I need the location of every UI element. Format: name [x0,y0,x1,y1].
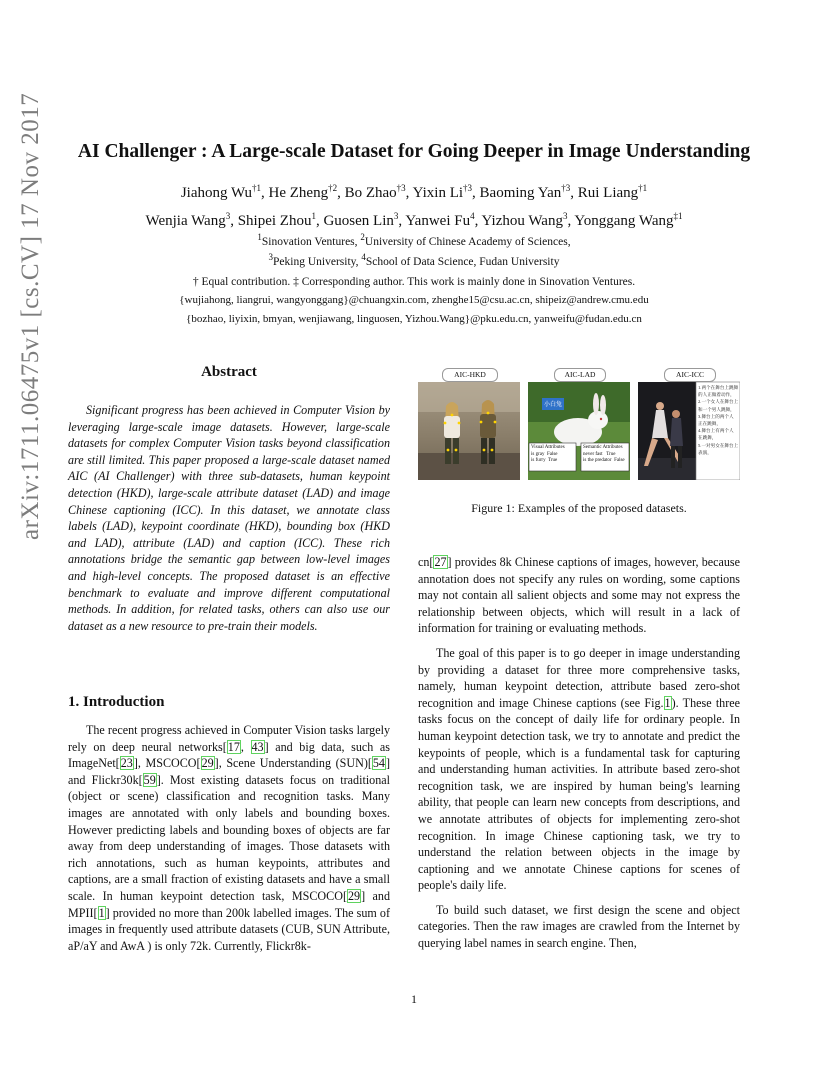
icc-caption-line: 正在跳舞， [698,421,721,427]
figure-panel-icc [638,368,740,480]
icc-caption-line: 表演， [698,449,712,455]
introduction-paragraph: The recent progress achieved in Computer Vision tasks largely rely on deep neural networks[17, 43] and big data, such as ImageNet[23], MSCOCO[29], Scene Understanding (SUN)[54] and Flickr30k[59]. Most existing datasets focus on traditional (object or scene) classification and recognition tasks. Many images are annotated with only labels and bounding boxes. However predicting labels and bounding boxes of objects are far away from deep understanding of images. Those datasets with rich annotations, such as human keypoints, attributes and captions, are a small fraction of existing datasets and have a small scale. In human keypoint detection task, MSCOCO[29] and MPII[1] provided no more than 200k labelled images. The sum of images in frequently used attribute datasets (CUB, SUN Attribute, aP/aY and AwA ) is only 72k. Currently, Flickr8k- [68,723,391,953]
introduction-heading: 1. Introduction [68,694,165,710]
citation-link[interactable]: 29 [347,888,361,903]
icc-caption-line: 的人正做着动作， [698,392,735,398]
abstract-body [68,402,390,634]
citation-link[interactable]: 43 [251,739,264,754]
email-line-2: {bozhao, liyixin, bmyan, wenjiawang, linguosen, Yizhou.Wang}@pku.edu.cn, yanweifu@fudan.edu.cn [186,313,642,325]
semantic-attributes-box: Semantic Attributes never fast True is the predator False [583,445,625,463]
citation-link[interactable]: 54 [372,756,385,771]
figure-1 [418,368,740,480]
visual-attributes-box: Visual Attributes is gray False is furry True [531,445,565,463]
arxiv-identifier: arXiv:1711.06475v1 [cs.CV] 17 Nov 2017 [17,92,44,540]
contribution-note: † Equal contribution. ‡ Corresponding author. This work is mainly done in Sinovation Ventures. [192,276,636,288]
figure-panel-lad [528,368,630,480]
panel-label-icc: AIC-ICC [664,368,716,382]
right-paragraph-continued: cn[27] provides 8k Chinese captions of images, however, because annotation does not specify any rules on wording, some captions may not contain all salient objects and some may not express the relationship between objects, which will result in a lack of information for training or evaluating methods. [418,555,740,636]
citation-link[interactable]: 29 [201,756,214,771]
abstract-text: Significant progress has been achieved in Computer Vision by leveraging large-scale image datasets. However, large-scale datasets for complex Computer Vision tasks beyond classification are still limited. This paper proposed a large-scale dataset named AIC (AI Challenger) with three sub-datasets, human keypoint detection (HKD), large-scale attribute dataset (LAD) and image Chinese captioning (ICC). In this dataset, we annotate class labels (LAD), keypoint coordinate (HKD), bounding box (HKD and LAD), attribute (LAD) and caption (ICC). These rich annotations bridge the semantic gap between low-level images and high-level concepts. The proposed dataset is an effective benchmark to evaluate and improve different computational methods. In addition, for related tasks, others can also use our dataset as a new resource to pre-train their models. [68,403,390,633]
right-column-body [418,554,740,952]
authors-line-2: Wenjia Wang$^3$, Shipei Zhou$^1$, Guosen Lin$^3$, Yanwei Fu$^4$, Yizhou Wang$^3$, Yonggang Wang$^{\ddagger 1}$ [145,211,683,229]
email-line-1: {wujiahong, liangrui, wangyonggang}@chuangxin.com, zhenghe15@csu.ac.cn, shipeiz@andrew.cmu.edu [179,294,649,306]
panel-label-hkd: AIC-HKD [442,368,498,382]
right-paragraph-build: To build such dataset, we first design the scene and object categories. Then the raw images are crawled from the Internet by querying label names in search engine. Then, [418,902,740,951]
citation-link[interactable]: 27 [434,555,447,569]
icc-caption-line: 在跳舞， [698,435,717,441]
citation-link[interactable]: 59 [143,772,156,787]
citation-link[interactable]: 17 [227,739,240,754]
icc-caption-line: 5.一对男女在舞台上 [698,442,739,448]
citation-link[interactable]: 1 [98,905,105,920]
icc-caption-line: 和一个男人跳舞， [698,406,735,412]
hkd-photo [418,368,520,480]
icc-caption-list [698,384,739,478]
abstract-heading: Abstract [201,364,257,380]
affiliation-line-2: $^3$Peking University, $^4$School of Data Science, Fudan University [268,252,560,268]
icc-caption-line: 2.一个女人在舞台上 [698,399,739,405]
citation-link[interactable]: 23 [120,756,133,771]
panel-label-lad: AIC-LAD [554,368,606,382]
right-paragraph-goal: The goal of this paper is to go deeper in image understanding by providing a dataset for three more comprehensive tasks, namely, human keypoint detection, attribute based zero-shot recognition and image Chinese captions (see Fig.1). These three tasks focus on the concept of daily life for ordinary people. In human keypoint detection task, we try to annotate and predict the keypoints of people, which is a fundamental task for capturing and understanding human activities. In attribute based zero-shot recognition task, we are inspired by human being's learning ability, that people can learn new concepts from descriptions, and we annotate attributes of objects for implementing zero-shot recognition. In image Chinese captioning task, we try to understand the relation between objects in the image by captioning and we annotate Chinese captions for scenes of people's daily life. [418,645,740,893]
affiliation-line-1: $^1$Sinovation Ventures, $^2$University of Chinese Academy of Sciences, [257,232,571,248]
lad-class-tag: 小白兔 [543,402,562,408]
figure-caption: Figure 1: Examples of the proposed datasets. [471,501,687,515]
authors-line-1: Jiahong Wu$^{\dagger 1}$, He Zheng$^{\dagger 2}$, Bo Zhao$^{\dagger 3}$, Yixin Li$^{\dagger 3}$, Baoming Yan$^{\dagger 3}$, Rui Liang$^{\dagger 1}$ [180,183,648,201]
introduction-body [68,722,390,954]
icc-caption-line: 1.两个在舞台上跳舞 [698,385,739,390]
paper-title: AI Challenger : A Large-scale Dataset for Going Deeper in Image Understanding [77,141,751,162]
figure-reference-link[interactable]: 1 [664,695,671,710]
figure-panel-hkd [418,368,520,480]
page-number: 1 [411,992,417,1006]
icc-caption-line: 4.舞台上有两个人 [698,428,734,434]
icc-caption-line: 3.舞台上的两个人 [698,413,734,419]
